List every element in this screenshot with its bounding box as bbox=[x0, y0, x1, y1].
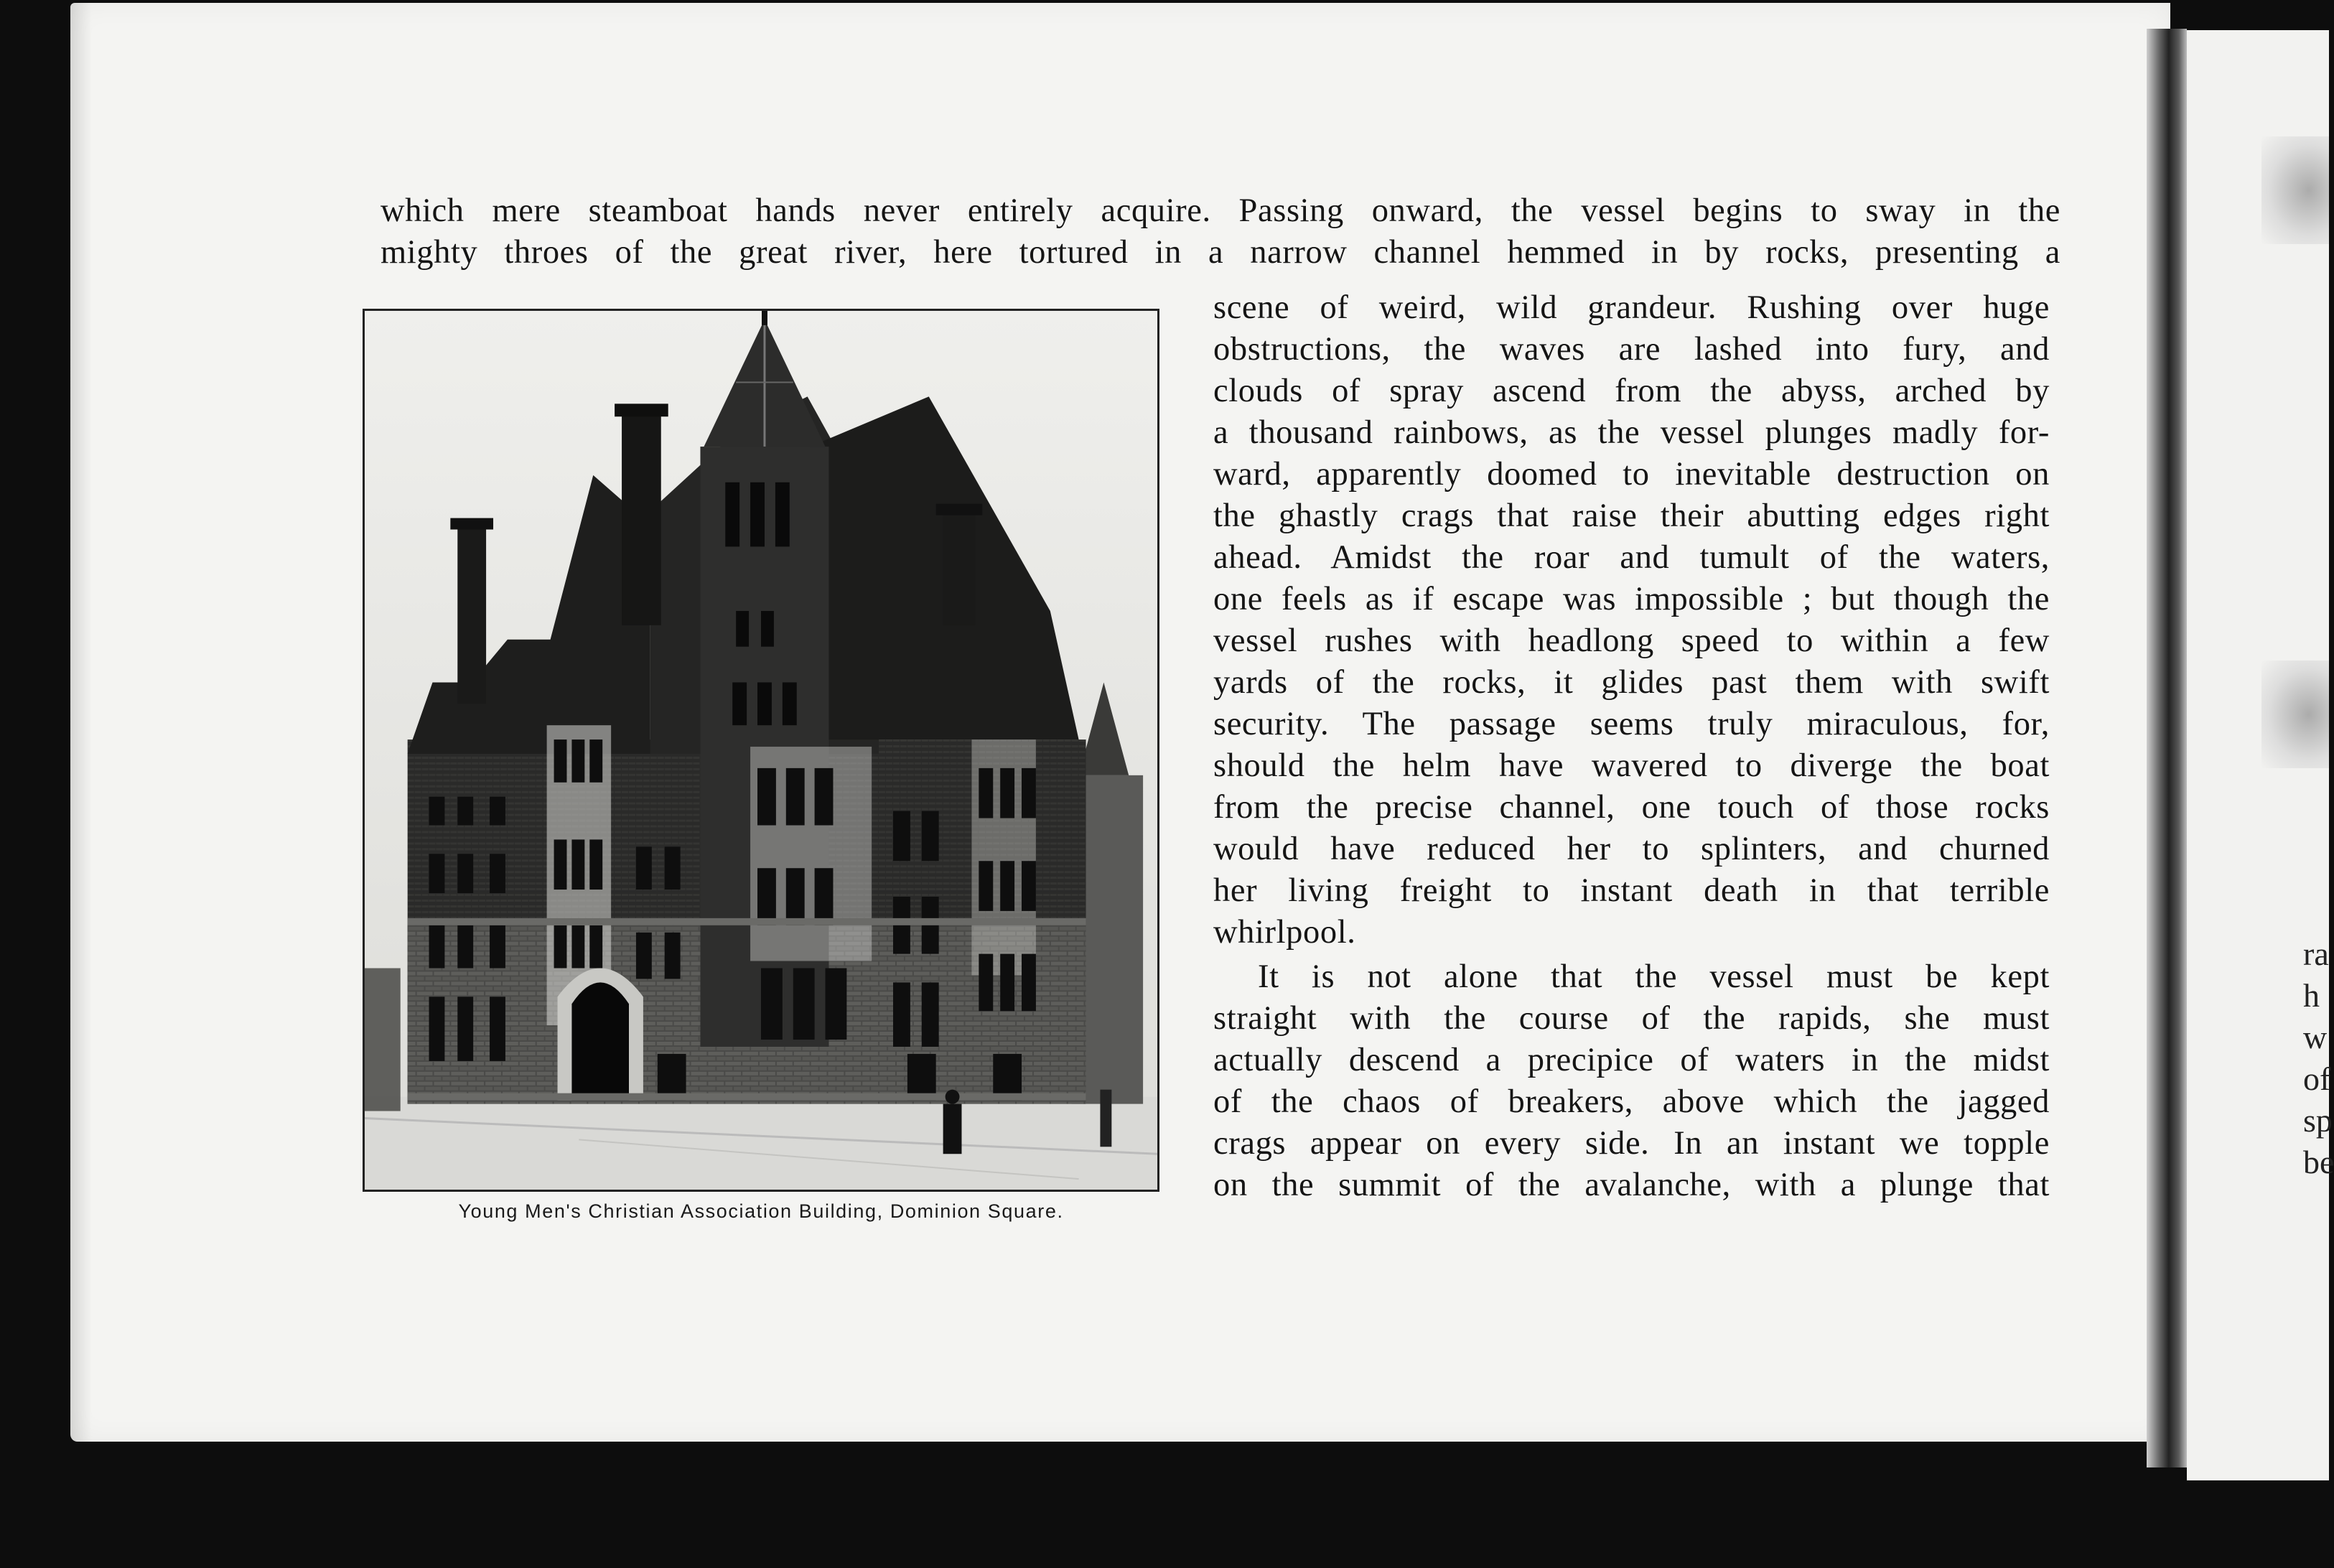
text-line: from the precise channel, one touch of those rocks bbox=[1213, 789, 2050, 826]
fragment: ra bbox=[2303, 935, 2329, 972]
text-line: crags appear on every side. In an instant we topple bbox=[1213, 1125, 2050, 1162]
figure-caption: Young Men's Christian Association Building, Dominion Square. bbox=[458, 1200, 1064, 1222]
text-line: security. The passage seems truly miraculous, for, bbox=[1213, 706, 2050, 742]
text-line: should the helm have wavered to diverge the boat bbox=[1213, 747, 2050, 784]
text-line: vessel rushes with headlong speed to within a few bbox=[1213, 622, 2050, 659]
book-spine bbox=[2147, 29, 2187, 1467]
facing-page-image-fragment bbox=[2261, 136, 2329, 244]
fragment: of bbox=[2303, 1060, 2331, 1097]
fragment: h bbox=[2303, 977, 2320, 1014]
text-line: ahead. Amidst the roar and tumult of the waters, bbox=[1213, 539, 2050, 576]
text-line: obstructions, the waves are lashed into fury, and bbox=[1213, 331, 2050, 368]
text-line: clouds of spray ascend from the abyss, arched by bbox=[1213, 373, 2050, 409]
text-line: yards of the rocks, it glides past them with swift bbox=[1213, 664, 2050, 701]
text-line: on the summit of the avalanche, with a plunge that bbox=[1213, 1167, 2050, 1203]
text-line: a thousand rainbows, as the vessel plunges madly for- bbox=[1213, 414, 2050, 451]
fragment: be bbox=[2303, 1144, 2334, 1180]
building-photograph bbox=[363, 309, 1159, 1192]
text-line: whirlpool. bbox=[1213, 914, 1356, 951]
text-line: straight with the course of the rapids, she must bbox=[1213, 1000, 2050, 1037]
text-line: would have reduced her to splinters, and churned bbox=[1213, 831, 2050, 867]
text-line: which mere steamboat hands never entirely acquire. Passing onward, the vessel begins to sway in the bbox=[381, 192, 2060, 229]
text-line: actually descend a precipice of waters in the midst bbox=[1213, 1042, 2050, 1078]
text-line: one feels as if escape was impossible ; but though the bbox=[1213, 581, 2050, 617]
text-line: scene of weird, wild grandeur. Rushing over huge bbox=[1213, 289, 2050, 326]
building-illustration bbox=[365, 311, 1157, 1190]
text-line: of the chaos of breakers, above which the jagged bbox=[1213, 1083, 2050, 1120]
text-line-indented: It is not alone that the vessel must be kept bbox=[1258, 958, 2050, 995]
fragment: sp bbox=[2303, 1102, 2333, 1139]
facing-page-text-fragments bbox=[2303, 933, 2332, 1183]
text-line: mighty throes of the great river, here tortured in a narrow channel hemmed in by rocks, presenting a bbox=[381, 234, 2060, 271]
text-line: ward, apparently doomed to inevitable destruction on bbox=[1213, 456, 2050, 493]
facing-page-image-fragment bbox=[2261, 661, 2329, 768]
text-line: the ghastly crags that raise their abutting edges right bbox=[1213, 498, 2050, 534]
fragment: w bbox=[2303, 1019, 2328, 1055]
text-line: her living freight to instant death in that terrible bbox=[1213, 872, 2050, 909]
